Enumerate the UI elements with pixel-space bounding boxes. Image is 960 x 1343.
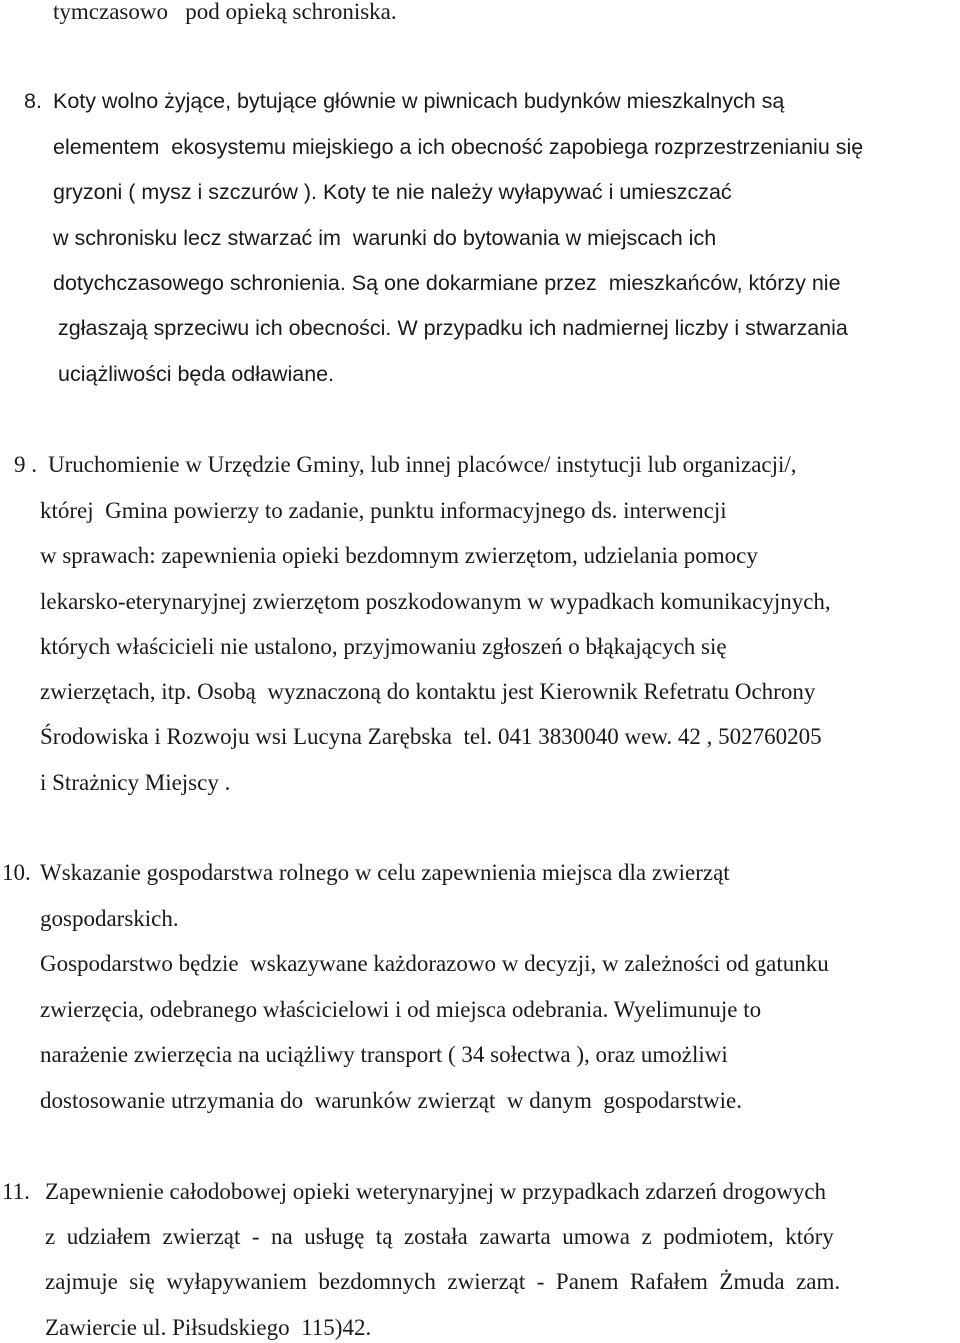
item-9-number: 9 . [14,452,37,477]
item-9-line: Uruchomienie w Urzędzie Gminy, lub innej placówce/ instytucji lub organizacji/, [48,452,797,477]
item-10-line: Wskazanie gospodarstwa rolnego w celu zapewnienia miejsca dla zwierząt [40,860,730,885]
item-11-line: zajmuje się wyłapywaniem bezdomnych zwierząt - Panem Rafałem Żmuda zam. [45,1269,841,1294]
item-10-line: narażenie zwierzęcia na uciążliwy transport ( 34 sołectwa ), oraz umożliwi [40,1042,728,1067]
item-8-line: zgłaszają sprzeciwu ich obecności. W przypadku ich nadmiernej liczby i stwarzania [58,316,848,340]
item-9-line: lekarsko-eterynaryjnej zwierzętom poszkodowanym w wypadkach komunikacyjnych, [40,589,831,614]
intro-line: tymczasowo pod opieką schroniska. [53,0,397,24]
item-8-number: 8. [24,89,42,113]
item-9-line: i Strażnicy Miejscy . [40,770,231,795]
item-8-line: dotychczasowego schronienia. Są one dokarmiane przez mieszkańców, którzy nie [53,271,841,295]
item-9-line: której Gmina powierzy to zadanie, punktu informacyjnego ds. interwencji [40,498,727,523]
item-8-line: uciążliwości będa odławiane. [58,362,335,386]
item-8-line: elementem ekosystemu miejskiego a ich obecność zapobiega rozprzestrzenianiu się [53,135,864,159]
item-10-line: Gospodarstwo będzie wskazywane każdorazowo w decyzji, w zależności od gatunku [40,951,829,976]
item-10-number: 10. [2,860,31,885]
item-10-line: zwierzęcia, odebranego właścicielowi i od miejsca odebrania. Wyelimunuje to [40,997,762,1022]
item-11-number: 11. [2,1179,30,1204]
item-9-line: zwierzętach, itp. Osobą wyznaczoną do kontaktu jest Kierownik Refetratu Ochrony [40,679,816,704]
item-11-line: Zawiercie ul. Piłsudskiego 115)42. [45,1315,372,1340]
item-9-line: których właścicieli nie ustalono, przyjmowaniu zgłoszeń o błąkających się [40,634,727,659]
item-11-line: Zapewnienie całodobowej opieki weterynaryjnej w przypadkach zdarzeń drogowych [45,1179,827,1204]
item-11-line: z udziałem zwierząt - na usługę tą została zawarta umowa z podmiotem, który [45,1224,834,1249]
item-8-line: w schronisku lecz stwarzać im warunki do bytowania w miejscach ich [53,226,717,250]
item-10-line: dostosowanie utrzymania do warunków zwierząt w danym gospodarstwie. [40,1088,742,1113]
item-8-line: Koty wolno żyjące, bytujące głównie w piwnicach budynków mieszkalnych są [53,89,785,113]
item-9-line: Środowiska i Rozwoju wsi Lucyna Zarębska tel. 041 3830040 wew. 42 , 502760205 [40,724,822,749]
item-10-line: gospodarskich. [40,906,179,931]
item-9-line: w sprawach: zapewnienia opieki bezdomnym zwierzętom, udzielania pomocy [40,543,758,568]
item-8-line: gryzoni ( mysz i szczurów ). Koty te nie należy wyłapywać i umieszczać [53,180,732,204]
